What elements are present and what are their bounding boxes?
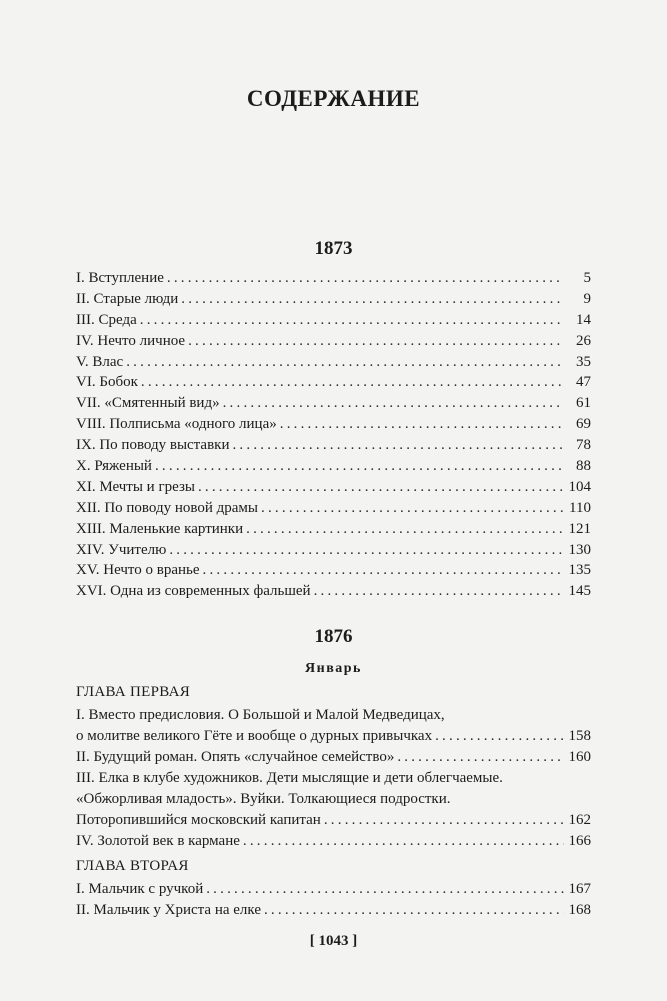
toc-entry-page: 104 [568,478,591,495]
toc-entry[interactable] [76,268,591,289]
toc-entry[interactable] [76,705,591,747]
year-heading-1873: 1873 [314,238,353,259]
toc-entry-title: X. Ряженый [76,456,155,477]
leader-dots [314,581,564,602]
leader-dots [141,372,564,393]
toc-entry-title: XI. Мечты и грезы [76,477,198,498]
toc-entry-page: 160 [568,749,591,765]
toc-entry-title: VIII. Полписьма «одного лица» [76,414,280,435]
toc-entry-title: XIII. Маленькие картинки [76,519,246,540]
toc-entry-title: XVI. Одна из современных фальшей [76,581,314,602]
toc-entry[interactable] [76,414,591,435]
toc-entry-page: 145 [568,583,591,600]
leader-dots [206,879,564,900]
toc-entry-page: 135 [568,562,591,579]
toc-entry-page: 14 [576,311,591,328]
toc-entry[interactable] [76,581,591,602]
toc-entry-title-line: Поторопившийся московский капитан [76,810,324,831]
toc-entry-title-line: I. Вместо предисловия. О Большой и Малой Медведицах, [76,707,445,723]
toc-entry[interactable] [76,879,591,900]
leader-dots [243,831,564,852]
leader-dots [155,456,564,477]
toc-entry-page: 5 [583,270,591,286]
leader-dots [232,435,564,456]
leader-dots [181,289,564,310]
toc-list-chapter-2 [76,879,591,921]
toc-entry-title: XIV. Учителю [76,540,169,561]
toc-entry-title: VI. Бобок [76,372,141,393]
toc-entry[interactable] [76,289,591,310]
toc-entry-title: II. Мальчик у Христа на елке [76,900,264,921]
chapter-heading: ГЛАВА ВТОРАЯ [76,858,189,874]
leader-dots [246,519,564,540]
toc-entry-title-line: III. Елка в клубе художников. Дети мыслящие и дети облегчаемые. [76,770,503,786]
toc-entry[interactable] [76,310,591,331]
leader-dots [167,268,564,289]
leader-dots [324,810,564,831]
toc-entry-title-line: «Обжорливая младость». Вуйки. Толкающиеся подростки. [76,790,451,807]
toc-entry[interactable] [76,831,591,852]
toc-entry-page: 9 [583,290,591,307]
leader-dots [140,310,564,331]
chapter-heading: ГЛАВА ПЕРВАЯ [76,684,191,700]
page-number: [ 1043 ] [309,933,358,949]
toc-list-1873 [76,268,591,602]
leader-dots [261,498,564,519]
toc-entry-page: 61 [576,395,591,412]
toc-entry[interactable] [76,352,591,373]
toc-entry-page: 130 [568,541,591,558]
toc-entry-title: II. Будущий роман. Опять «случайное семейство» [76,747,397,768]
toc-entry-title: III. Среда [76,310,140,331]
toc-entry-page: 167 [568,881,591,897]
toc-entry-title: I. Мальчик с ручкой [76,879,206,900]
toc-entry-page: 168 [568,901,591,918]
page-title: СОДЕРЖАНИЕ [246,86,421,111]
toc-entry-title: IV. Нечто личное [76,331,188,352]
month-heading: Январь [305,661,362,676]
leader-dots [223,393,564,414]
year-heading-1876: 1876 [314,626,353,647]
toc-entry-page: 35 [576,353,591,370]
leader-dots [198,477,564,498]
toc-entry-title: I. Вступление [76,268,167,289]
toc-entry-page: 78 [576,437,591,454]
toc-entry-title: XV. Нечто о вранье [76,560,203,581]
toc-entry-page: 69 [576,416,591,433]
toc-entry[interactable] [76,498,591,519]
toc-entry[interactable] [76,372,591,393]
toc-entry-title: V. Влас [76,352,126,373]
leader-dots [435,726,564,747]
toc-entry-title: VII. «Смятенный вид» [76,393,223,414]
toc-entry-page: 47 [576,374,591,391]
toc-entry[interactable] [76,560,591,581]
toc-entry[interactable] [76,456,591,477]
leader-dots [169,540,564,561]
toc-entry-title: IV. Золотой век в кармане [76,831,243,852]
toc-entry-page: 88 [576,458,591,475]
toc-entry[interactable] [76,540,591,561]
toc-entry[interactable] [76,435,591,456]
toc-entry[interactable] [76,477,591,498]
toc-entry[interactable] [76,768,591,831]
leader-dots [203,560,564,581]
leader-dots [280,414,564,435]
toc-entry[interactable] [76,900,591,921]
toc-entry[interactable] [76,519,591,540]
leader-dots [264,900,564,921]
toc-entry[interactable] [76,331,591,352]
toc-entry-page: 166 [568,833,591,849]
toc-entry-title: IX. По поводу выставки [76,435,232,456]
toc-entry-title: II. Старые люди [76,289,181,310]
leader-dots [188,331,564,352]
toc-entry-page: 110 [569,499,591,516]
toc-entry-title: XII. По поводу новой драмы [76,498,261,519]
toc-entry-title-line: о молитве великого Гёте и вообще о дурных привычках [76,726,435,747]
toc-entry-page: 158 [568,727,591,744]
toc-entry-page: 26 [576,332,591,349]
toc-entry[interactable] [76,747,591,768]
leader-dots [126,352,564,373]
toc-entry[interactable] [76,393,591,414]
toc-entry-page: 162 [568,811,591,828]
toc-entry-page: 121 [568,520,591,537]
leader-dots [397,747,564,768]
